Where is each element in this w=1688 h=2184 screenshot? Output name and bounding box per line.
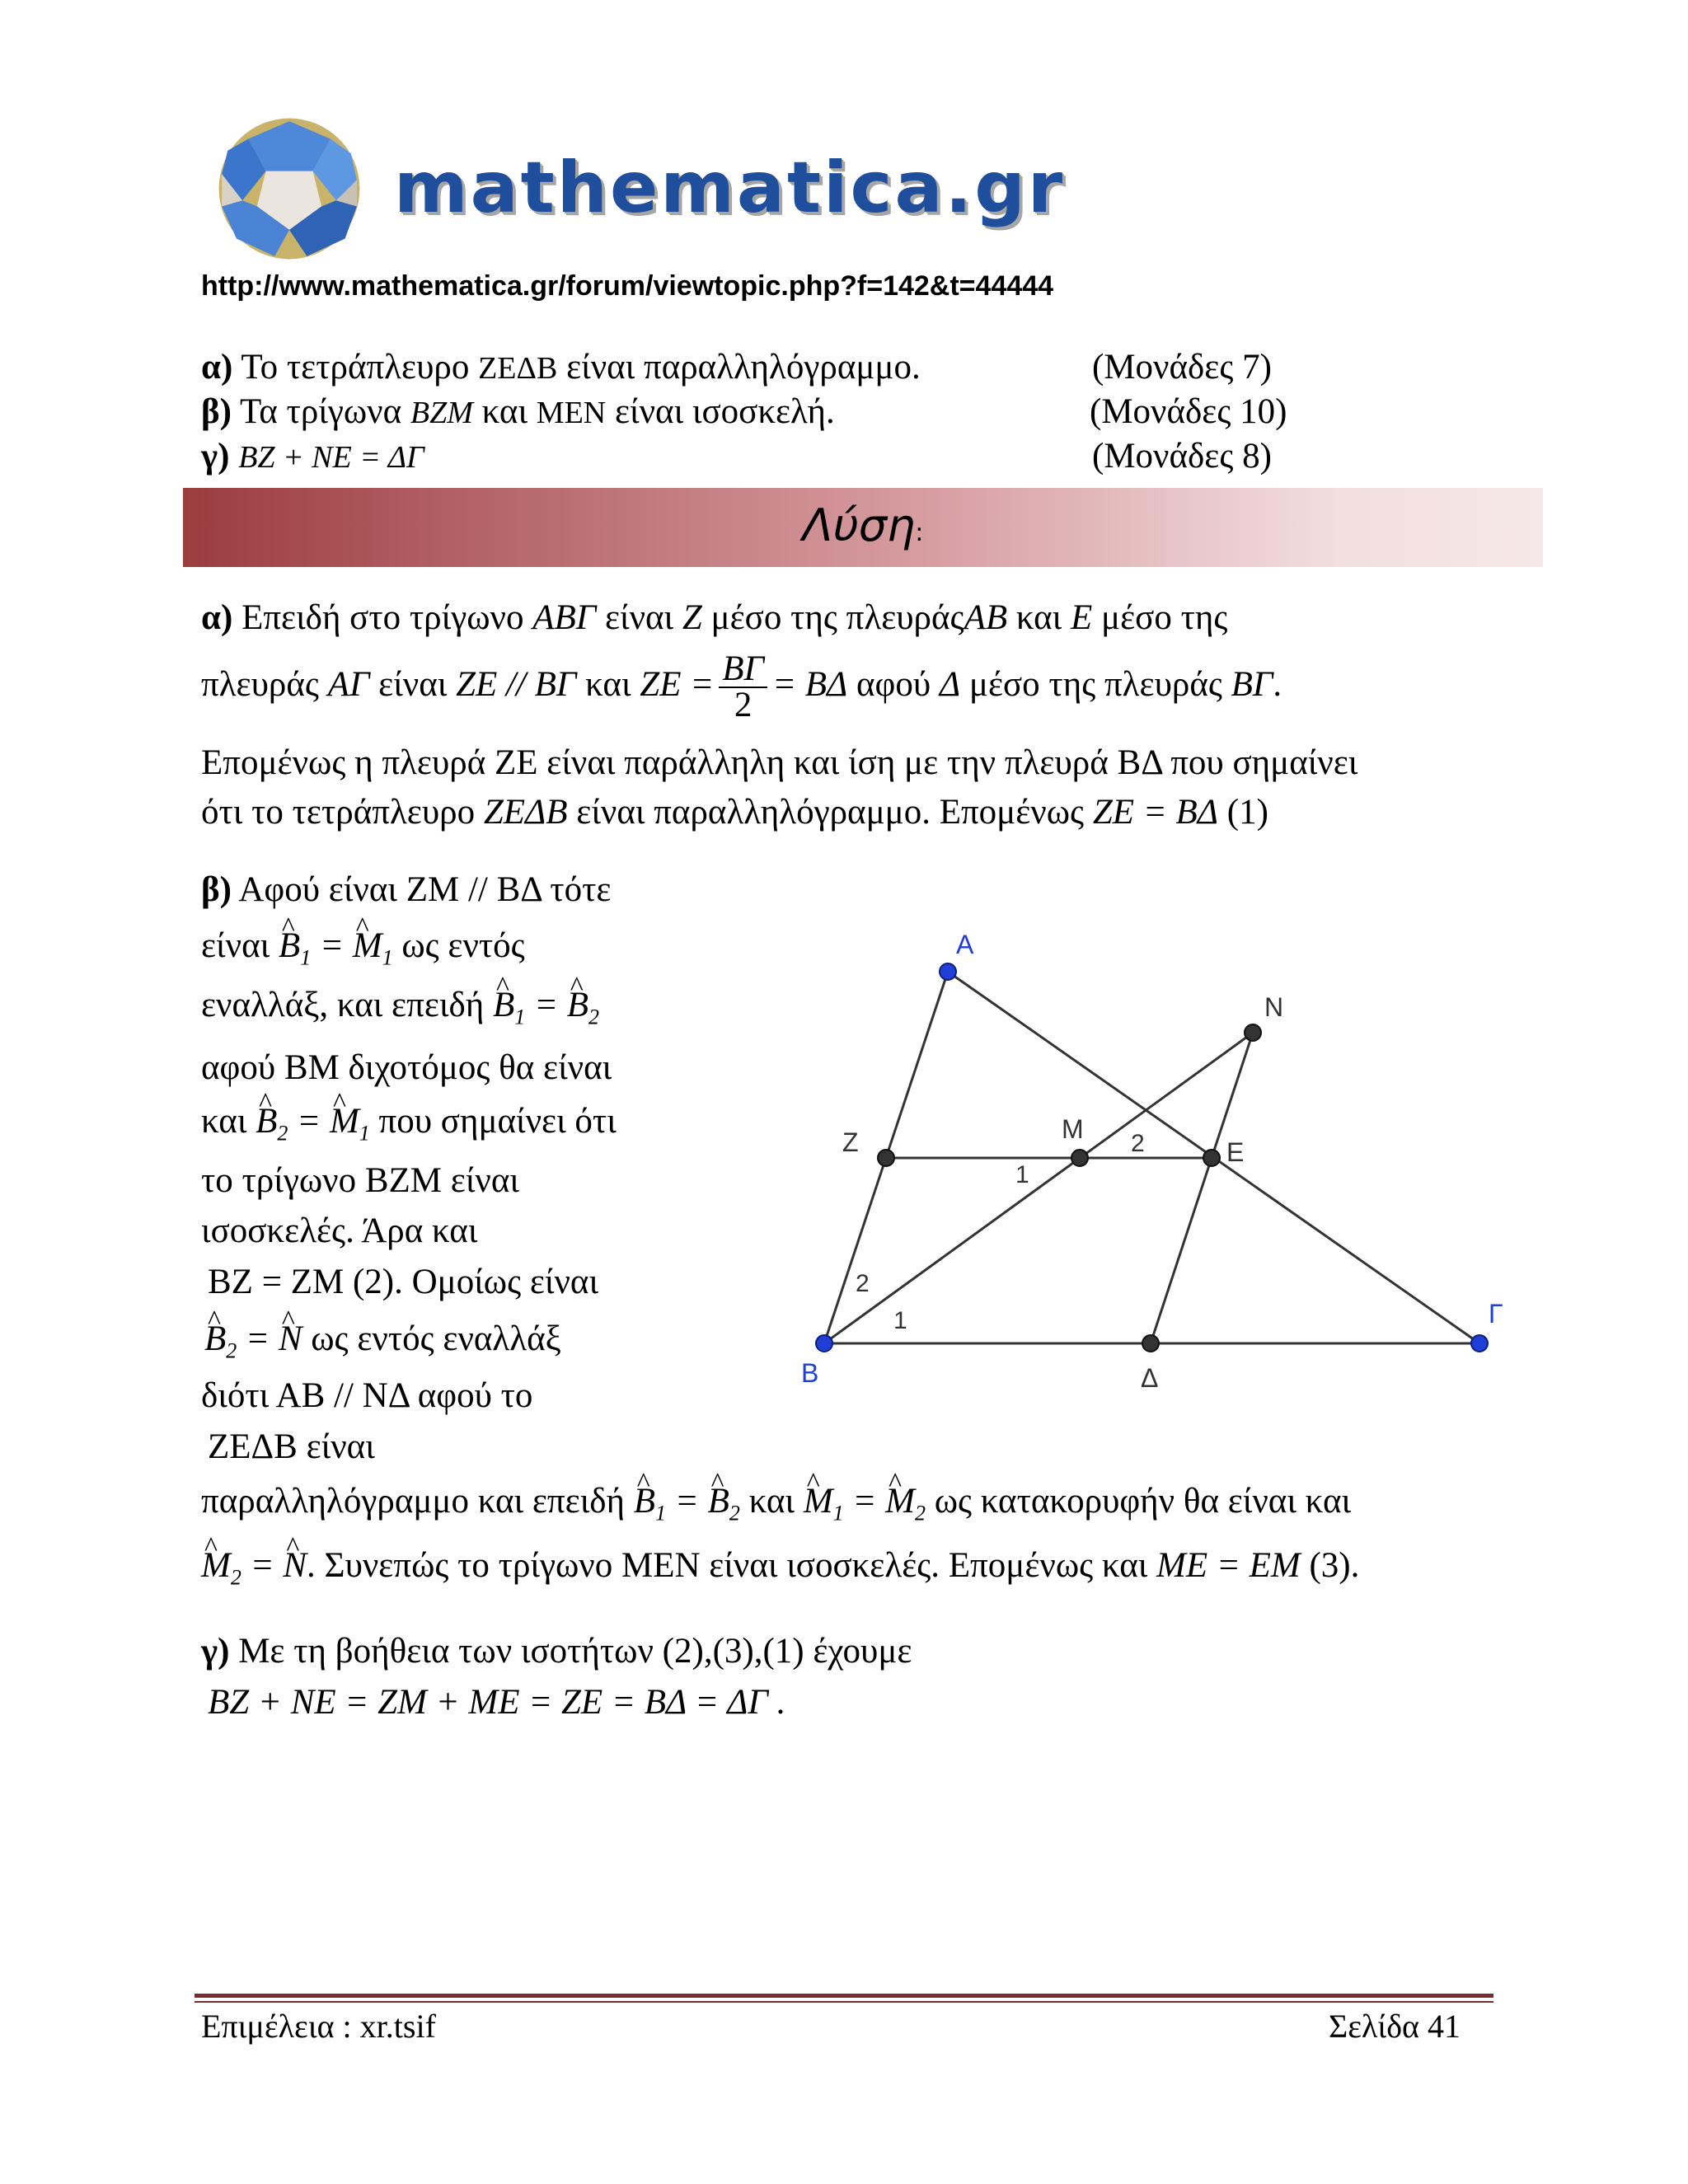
text: είναι [378,665,448,704]
text: μέσο της πλευράς [968,665,1222,704]
text: και [1015,598,1062,637]
angle-label-b2: 2 [856,1270,870,1297]
text: είναι παραλληλόγραμμο. Επομένως [576,793,1085,832]
point-d [1142,1335,1159,1352]
point-a [940,963,956,980]
label-d: Δ [1141,1363,1159,1393]
segment-ed [1151,1158,1212,1343]
banner-title-text: Λύση [802,499,916,551]
fraction-numerator: ΒΓ [719,652,767,688]
task-label: α) [201,348,233,387]
label-e: Ε [1226,1137,1245,1167]
task-a [201,344,921,391]
task-math: ΒΖ + ΝΕ = ΔΓ [238,440,424,475]
math: ΑΒΓ [532,598,597,637]
task-label: γ) [201,437,230,476]
footer-divider [195,1994,1493,1998]
text: Αφού είναι ΖΜ // ΒΔ τότε [238,870,612,909]
solution-label: γ) [201,1632,230,1671]
text: μέσο της πλευράς [710,598,964,637]
task-c-points: (Μονάδες 8) [1092,437,1272,476]
fraction [719,649,767,725]
task-c [201,434,424,480]
text: αφού [856,665,931,704]
math: ΖΕ = [640,665,715,704]
footer-page-number: Σελίδα 41 [1328,2008,1461,2045]
math: ΖΕ = ΒΔ [1092,793,1219,832]
task-text: και [481,392,528,431]
task-text: Το τετράπλευρο [241,348,470,387]
point-b [816,1335,832,1352]
text: είναι [604,598,674,637]
solution-b-full-line-2: ^ $M_2$ = ^ N. Συνεπώς το τρίγωνο ΜΕΝ είναι ισοσκελές. Επομένως και ΜΕ = ΕΜ (3). [201,1543,1359,1601]
math: = ΒΔ [771,665,848,704]
solution-b-line-4: αφού ΒΜ διχοτόμος θα είναι [201,1048,612,1087]
solution-c-line-1 [201,1629,912,1675]
solution-b-line-3: εναλλάξ, και επειδή ^ $B_1$ = ^ $B_2$ [201,982,599,1041]
solution-b-line-11: ΖΕΔΒ είναι [208,1427,375,1466]
solution-b-line-10: διότι ΑΒ // ΝΔ αφού το [201,1376,533,1415]
task-label: β) [201,392,232,431]
angle-label-b1: 1 [893,1307,907,1334]
task-text: είναι παραλληλόγραμμο. [566,348,921,387]
math: ΑΒ [964,598,1008,637]
solution-b-line-9: ^ $B_2$ = ^ N ως εντός εναλλάξ [204,1316,561,1375]
solution-b-line-8: ΒΖ = ΖΜ (2). Ομοίως είναι [208,1263,599,1301]
solution-b-line-1 [201,867,611,913]
solution-a-line-1 [201,595,1227,641]
math: Ε [1071,598,1093,637]
point-n [1245,1024,1261,1041]
angle-label-m2: 2 [1131,1130,1145,1157]
solution-banner [183,488,1543,567]
solution-label: β) [201,870,232,909]
text: . Συνεπώς το τρίγωνο ΜΕΝ είναι ισοσκελές. Επομένως και [307,1546,1148,1585]
point-e [1203,1150,1220,1166]
math: ΒΓ [1231,665,1273,704]
text: (3). [1309,1546,1360,1585]
fraction-denominator: 2 [734,686,753,725]
text: ως εντός εναλλάξ [311,1319,561,1358]
task-math: ΒΖΜ [410,396,473,430]
solution-label: α) [201,598,233,637]
segment-bn [824,1033,1253,1343]
math: Ζ [682,598,702,637]
task-math: ΜΕΝ [536,396,607,430]
text: Επειδή στο τρίγωνο [241,598,524,637]
math: ΑΓ [327,665,370,704]
site-logo-text: mathematica.gr [394,147,1066,229]
solution-a-line-4 [201,790,1268,836]
label-z: Ζ [842,1127,859,1157]
solution-title [183,499,1543,551]
math: ΖΕΔΒ [483,793,568,832]
task-b [201,389,835,436]
logo-icosidodecahedron-icon [216,115,363,262]
text: παραλληλόγραμμο και επειδή [201,1482,626,1521]
label-m: Μ [1062,1114,1084,1144]
source-url[interactable]: http://www.mathematica.gr/forum/viewtopic.php?f=142&t=44444 [201,270,1054,302]
text: και [585,665,631,704]
text: Με τη βοήθεια των ισοτήτων (2),(3),(1) έχουμε [238,1632,912,1671]
task-a-points: (Μονάδες 7) [1092,348,1272,387]
text: και [748,1482,795,1521]
text: πλευράς [201,665,319,704]
banner-suffix: : [915,518,924,547]
math: Δ [939,665,961,704]
text: μέσο της [1101,598,1228,637]
label-n: Ν [1264,992,1284,1022]
task-text: Τα τρίγωνα [239,392,402,431]
math: ΜΕ = ΕΜ [1156,1546,1301,1585]
text: εναλλάξ, και επειδή [201,986,485,1024]
text: ως κατακορυφήν θα είναι και [934,1482,1352,1521]
solution-b-line-2: είναι ^ $B_1$ = ^ $M_1$ ως εντός [201,923,525,982]
solution-b-full-line-1: παραλληλόγραμμο και επειδή ^ $B_1$ = ^ $B_2$ και ^ $M_1$ = ^ $M_2$ ως κατακορυφήν θα είναι και [201,1479,1351,1537]
point-g [1471,1335,1488,1352]
angle-label-m1: 1 [1015,1161,1029,1188]
math: ΖΕ // ΒΓ [456,665,577,704]
solution-a-line-3: Επομένως η πλευρά ΖΕ είναι παράλληλη και ίση με την πλευρά ΒΔ που σημαίνει [201,743,1358,782]
task-math: ΖΕΔΒ [478,351,558,386]
footer-divider-thin [195,2001,1493,2003]
task-text: είναι ισοσκελή. [614,392,835,431]
point-z [878,1150,894,1166]
label-a: Α [956,930,974,959]
text: ότι το τετράπλευρο [201,793,476,832]
solution-b-line-5: και ^ $B_2$ = ^ $M_1$ που σημαίνει ότι [201,1099,617,1157]
text: (1) [1226,793,1268,832]
solution-a-line-2 [201,649,1282,723]
point-m [1071,1150,1088,1166]
footer-author: Επιμέλεια : xr.tsif [201,2008,436,2045]
geometry-figure [791,919,1517,1397]
text: . [1273,665,1282,704]
label-g: Γ [1489,1299,1503,1329]
solution-c-line-2: ΒΖ + ΝΕ = ΖΜ + ΜΕ = ΖΕ = ΒΔ = ΔΓ . [208,1683,786,1722]
label-b: Β [801,1358,819,1388]
task-b-points: (Μονάδες 10) [1090,392,1287,431]
solution-b-line-6: το τρίγωνο ΒΖΜ είναι [201,1161,519,1200]
solution-b-line-7: ισοσκελές. Άρα και [201,1212,478,1250]
